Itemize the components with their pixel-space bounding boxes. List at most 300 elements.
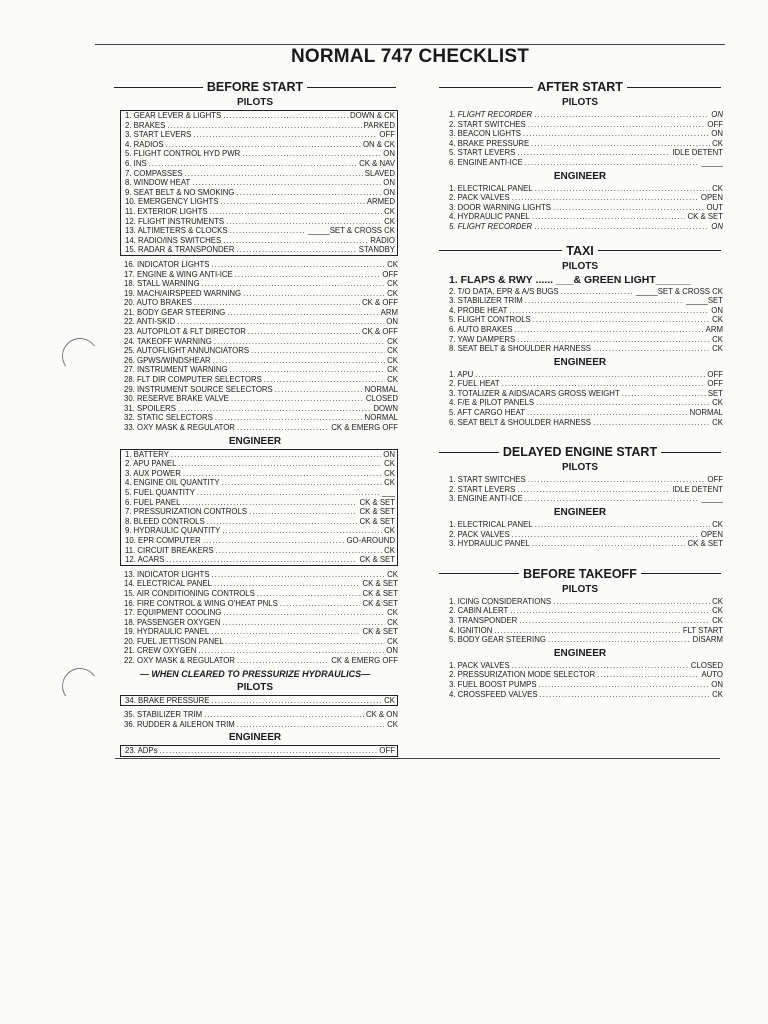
leader-dots (212, 260, 386, 270)
before-start-pilots-label: PILOTS (236, 97, 274, 108)
checklist-item (449, 344, 723, 354)
item-label: 1. ELECTRICAL PANEL (449, 520, 533, 530)
checklist-item (125, 450, 395, 460)
checklist-item (124, 710, 398, 720)
checklist-item (124, 599, 398, 609)
item-value: GO-AROUND (346, 535, 395, 545)
checklist-item (125, 188, 395, 198)
checklist-item (449, 408, 723, 418)
item-label: 2. START LEVERS (449, 484, 516, 494)
item-value: CK (387, 569, 398, 579)
checklist-item (449, 129, 723, 139)
checklist-item (125, 226, 395, 236)
checklist-item (125, 555, 395, 565)
item-value: CK (712, 138, 723, 148)
leader-dots (212, 570, 386, 580)
leader-dots (223, 608, 385, 618)
hydraulics-note: — WHEN CLEARED TO PRESSURIZE HYDRAULICS— (139, 668, 371, 679)
top-rule (95, 44, 725, 45)
before-start-heading: BEFORE START (110, 80, 400, 94)
checklist-item (449, 661, 723, 671)
item-value: CK (712, 417, 723, 427)
item-label: 28. FLT DIR COMPUTER SELECTORS (124, 375, 262, 385)
taxi-engineer-label: ENGINEER (553, 356, 607, 368)
item-label: 22. ANTI-SKID (124, 317, 176, 327)
item-label: 5. AFT CARGO HEAT (449, 408, 525, 418)
checklist-item (124, 375, 398, 385)
checklist-item (449, 212, 723, 222)
checklist-item (125, 217, 395, 227)
leader-dots (531, 139, 710, 149)
item-value: CK (712, 520, 723, 530)
leader-dots (210, 207, 383, 217)
checklist-item (125, 245, 395, 255)
item-label: 15. AIR CONDITIONING CONTROLS (124, 588, 255, 598)
item-label: 4. CROSSFEED VALVES (449, 689, 538, 699)
leader-dots (203, 536, 345, 546)
before-start-engineer-box (120, 449, 398, 566)
item-label: 17. ENGINE & WING ANTI-ICE (124, 269, 233, 279)
leader-dots (527, 408, 688, 418)
delayed-start-heading: DELAYED ENGINE START (435, 445, 725, 459)
item-label: 2. T/O DATA, EPR & A/S BUGS (449, 286, 559, 296)
hydraulics-pilots-list (124, 710, 398, 729)
checklist-item (449, 158, 723, 168)
checklist-item (125, 536, 395, 546)
item-value: CK (712, 344, 723, 354)
item-label: 1. ELECTRICAL PANEL (449, 183, 533, 193)
leader-dots (257, 589, 361, 599)
leader-dots (533, 315, 710, 325)
item-label: 7. YAW DAMPERS (449, 334, 516, 344)
item-label: 26. GPWS/WINDSHEAR (124, 355, 211, 365)
leader-dots (475, 370, 705, 380)
leader-dots (593, 418, 710, 428)
leader-dots (216, 546, 383, 556)
item-value: PARKED (363, 120, 395, 130)
before-start-pilots-box (120, 110, 398, 256)
checklist-item (124, 385, 398, 395)
checklist-item (125, 207, 395, 217)
item-label: 6. INS (125, 158, 147, 168)
item-value: CK (387, 636, 398, 646)
item-label: 1. APU (449, 369, 474, 379)
taxi-pilots-items (449, 287, 723, 354)
checklist-item (125, 130, 395, 140)
checklist-item (124, 365, 398, 375)
leader-dots (275, 385, 363, 395)
item-label: 13. INDICATOR LIGHTS (124, 569, 210, 579)
delayed-start-pilots-label: PILOTS (561, 462, 599, 474)
item-label: 36. RUDDER & AILERON TRIM (124, 719, 235, 729)
leader-dots (227, 308, 378, 318)
item-value: DOWN (373, 403, 398, 413)
item-label: 5. START LEVERS (449, 148, 516, 158)
checklist-item (124, 423, 398, 433)
item-value: DOWN & CK (349, 111, 395, 120)
checklist-item (449, 418, 723, 428)
checklist-item (449, 306, 723, 316)
leader-dots (213, 356, 386, 366)
checklist-item (125, 159, 395, 169)
before-takeoff-pilots-list (449, 597, 723, 645)
leader-dots (215, 413, 363, 423)
leader-dots (515, 325, 704, 335)
checklist-item (125, 236, 395, 246)
checklist-item (449, 139, 723, 149)
checklist-item (124, 327, 398, 337)
leader-dots (512, 530, 699, 540)
item-value: IDLE DETENT (672, 148, 723, 158)
leader-dots (243, 289, 385, 299)
leader-dots (223, 111, 348, 121)
checklist-item (125, 140, 395, 150)
item-label: 4. BRAKE PRESSURE (449, 138, 530, 148)
before-takeoff-engineer-label: ENGINEER (553, 647, 607, 659)
delayed-start-engineer-list (449, 520, 723, 549)
leader-dots (171, 450, 381, 460)
leader-dots (214, 337, 385, 347)
checklist-item (449, 296, 723, 306)
item-value: ARMED (366, 197, 395, 207)
item-value: CK (387, 259, 398, 269)
checklist-item (449, 606, 723, 616)
leader-dots (202, 279, 386, 289)
item-label: 3. AUX POWER (125, 468, 181, 478)
item-label: 4. PROBE HEAT (449, 305, 508, 315)
item-label: 32. STATIC SELECTORS (124, 413, 213, 423)
item-label: 13. ALTIMETERS & CLOCKS (125, 226, 228, 236)
checklist-item (449, 370, 723, 380)
leader-dots (222, 526, 382, 536)
item-value: ON (711, 110, 723, 119)
item-value: CK (384, 459, 395, 469)
item-label: 18. PASSENGER OXYGEN (124, 617, 221, 627)
item-value: CK (387, 617, 398, 627)
leader-dots (248, 327, 360, 337)
item-label: 2. PRESSURIZATION MODE SELECTOR (449, 670, 596, 680)
item-label: 21. CREW OXYGEN (124, 646, 197, 656)
checklist-item (124, 270, 398, 280)
item-label: 10. EMERGENCY LIGHTS (125, 197, 219, 207)
item-value: CK (387, 346, 398, 356)
item-value: ON (711, 305, 723, 315)
leader-dots (553, 597, 710, 607)
item-label: 33. OXY MASK & REGULATOR (124, 423, 235, 432)
item-value: CK (712, 334, 723, 344)
item-label: 12. ACARS (125, 555, 165, 565)
item-value: CK (712, 183, 723, 193)
item-value: ARM (705, 324, 723, 334)
leader-dots (193, 130, 377, 140)
item-label: 7. PRESSURIZATION CONTROLS (125, 507, 248, 517)
checklist-item (449, 616, 723, 626)
checklist-page (95, 40, 725, 770)
checklist-item (124, 413, 398, 423)
checklist-item (449, 475, 723, 485)
item-value: CK & OFF (362, 327, 398, 337)
item-value: OFF (707, 475, 723, 485)
leader-dots (222, 478, 383, 488)
item-label: 1. BATTERY (125, 449, 169, 459)
item-value: OPEN (700, 529, 723, 539)
delayed-start-pilots-list (449, 475, 723, 504)
leader-dots (192, 178, 381, 188)
checklist-item (125, 498, 395, 508)
leader-dots (194, 298, 360, 308)
leader-dots (539, 680, 710, 690)
item-label: 29. INSTRUMENT SOURCE SELECTORS (124, 384, 273, 394)
checklist-item (449, 110, 723, 120)
item-value: FLT START (682, 625, 723, 635)
leader-dots (536, 398, 710, 408)
item-value: OFF (707, 369, 723, 379)
checklist-item (125, 121, 395, 131)
item-label: 8. BLEED CONTROLS (125, 516, 205, 526)
checklist-item (124, 404, 398, 414)
taxi-heading: TAXI (435, 244, 725, 258)
item-value: ON (386, 646, 398, 656)
bottom-rule (115, 758, 720, 759)
leader-dots (249, 507, 357, 517)
checklist-item (125, 149, 395, 159)
item-label: 6. AUTO BRAKES (449, 324, 513, 334)
leader-dots (251, 346, 385, 356)
item-label: 7. COMPASSES (125, 168, 183, 178)
item-value: ON (383, 187, 395, 197)
checklist-item (124, 570, 398, 580)
leader-dots (622, 389, 706, 399)
leader-dots (532, 212, 686, 222)
leader-dots (222, 618, 385, 628)
item-label: 19. MACH/AIRSPEED WARNING (124, 288, 242, 298)
item-label: 9. SEAT BELT & NO SMOKING (125, 187, 235, 197)
hydraulics-pilots-label: PILOTS (236, 681, 274, 693)
checklist-item (449, 325, 723, 335)
item-label: 3. STABILIZER TRIM (449, 296, 523, 306)
leader-dots (178, 404, 371, 414)
leader-dots (237, 656, 329, 666)
item-label: 17. EQUIPMENT COOLING (124, 608, 222, 618)
item-value: CK (712, 315, 723, 325)
leader-dots (184, 169, 362, 179)
item-value: CK (712, 398, 723, 408)
item-value: NORMAL (364, 384, 398, 394)
leader-dots (235, 270, 381, 280)
after-start-heading: AFTER START (435, 80, 725, 94)
leader-dots (534, 222, 709, 232)
leader-dots (236, 245, 356, 255)
leader-dots (509, 306, 709, 316)
checklist-item (449, 287, 723, 297)
item-label: 30. RESERVE BRAKE VALVE (124, 394, 229, 404)
item-value: CK & SET (362, 598, 398, 608)
leader-dots (519, 616, 710, 626)
item-label: 5. FLIGHT CONTROL HYD PWR (125, 149, 241, 159)
item-value: OPEN (700, 193, 723, 203)
leader-dots (207, 517, 358, 527)
item-value: CK & EMERG OFF (331, 423, 398, 432)
item-label: 6. ENGINE ANTI-ICE (449, 157, 523, 167)
flaps-rwy-item: 1. FLAPS & RWY ...... ___& GREEN LIGHT______ (449, 273, 691, 286)
item-label: 35. STABILIZER TRIM (124, 710, 203, 720)
checklist-item (449, 680, 723, 690)
item-label: 3. FUEL BOOST PUMPS (449, 679, 537, 689)
checklist-item (125, 526, 395, 536)
checklist-item (449, 690, 723, 700)
checklist-item (449, 494, 723, 504)
item-label: 3. START LEVERS (125, 130, 192, 140)
item-value: STANDBY (358, 245, 395, 255)
item-value: OFF (707, 379, 723, 389)
item-label: 5. BODY GEAR STEERING (449, 635, 546, 645)
item-label: 21. BODY GEAR STEERING (124, 307, 226, 317)
checklist-item (124, 279, 398, 289)
item-value: CK (384, 216, 395, 226)
checklist-item (125, 469, 395, 479)
before-takeoff-heading: BEFORE TAKEOFF (435, 567, 725, 581)
checklist-item (449, 398, 723, 408)
leader-dots (198, 646, 384, 656)
checklist-item (124, 608, 398, 618)
checklist-item (125, 169, 395, 179)
item-value: CK & ON (365, 710, 398, 720)
checklist-item (124, 260, 398, 270)
item-value: _____SET & CROSS CK (636, 286, 723, 296)
item-label: 2. PACK VALVES (449, 529, 510, 539)
leader-dots (183, 469, 382, 479)
item-label: 12. FLIGHT INSTRUMENTS (125, 216, 225, 226)
leader-dots (517, 485, 670, 495)
item-value: CK & SET (687, 539, 723, 549)
item-value: CK (712, 689, 723, 699)
checklist-item (125, 197, 395, 207)
item-label: 3. TRANSPONDER (449, 616, 518, 625)
item-label: 14. RADIO/INS SWITCHES (125, 235, 222, 245)
before-takeoff-engineer-list (449, 661, 723, 699)
leader-dots (226, 637, 386, 647)
item-label: 4. RADIOS (125, 139, 164, 149)
item-label: 4. ENGINE OIL QUANTITY (125, 478, 220, 488)
leader-dots (593, 344, 710, 354)
item-label: 23. AUTOPILOT & FLT DIRECTOR (124, 327, 246, 337)
after-start-pilots-label: PILOTS (561, 97, 599, 108)
item-label: 2. BRAKES (125, 120, 166, 130)
checklist-item (449, 193, 723, 203)
item-label: 4. IGNITION (449, 625, 493, 635)
leader-dots (223, 236, 368, 246)
item-value: CK (387, 279, 398, 289)
item-value: ON (383, 149, 395, 159)
item-label: 20. AUTO BRAKES (124, 298, 192, 308)
checklist-item (124, 289, 398, 299)
leader-dots (237, 423, 329, 433)
checklist-item (124, 618, 398, 628)
leader-dots (523, 129, 709, 139)
item-value: CK & SET (362, 627, 398, 637)
checklist-item (124, 356, 398, 366)
item-label: 24. TAKEOFF WARNING (124, 336, 212, 346)
checklist-item (124, 394, 398, 404)
leader-dots (561, 287, 634, 297)
item-label: 5. FLIGHT RECORDER (449, 221, 533, 231)
checklist-item (449, 379, 723, 389)
leader-dots (236, 188, 381, 198)
item-label: 16. INDICATOR LIGHTS (124, 259, 210, 269)
checklist-item (124, 627, 398, 637)
item-value: CK (387, 375, 398, 385)
leader-dots (231, 394, 364, 404)
item-value: CK (384, 478, 395, 488)
item-label: 25. AUTOFLIGHT ANNUNCIATORS (124, 346, 250, 356)
item-label: 16. FIRE CONTROL & WING O'HEAT PNLS (124, 598, 278, 608)
leader-dots (220, 197, 364, 207)
before-start-engineer-label: ENGINEER (228, 435, 282, 447)
leader-dots (166, 555, 357, 565)
item-value: CK (387, 336, 398, 346)
item-value: OFF (379, 130, 395, 140)
item-value: CK & SET (359, 497, 395, 507)
checklist-item (449, 203, 723, 213)
item-label: 22. OXY MASK & REGULATOR (124, 656, 235, 666)
item-value: CK (712, 596, 723, 606)
checklist-item (449, 148, 723, 158)
leader-dots (149, 159, 358, 169)
after-start-engineer-label: ENGINEER (553, 170, 607, 182)
item-value: CLOSED (690, 660, 723, 670)
item-label: 6. FUEL PANEL (125, 497, 181, 507)
leader-dots (540, 690, 711, 700)
hydraulics-engineer-label: ENGINEER (228, 732, 282, 744)
checklist-item (449, 520, 723, 530)
item-label: 3. DOOR WARNING LIGHTS (449, 202, 551, 212)
page-title: NORMAL 747 CHECKLIST (290, 46, 529, 67)
item-label: 27. INSTRUMENT WARNING (124, 365, 228, 375)
checklist-item (449, 389, 723, 399)
item-label: 20. FUEL JETTISON PANEL (124, 636, 224, 646)
item-value: ARM (380, 307, 398, 317)
checklist-item (124, 298, 398, 308)
leader-dots (532, 539, 686, 549)
checklist-item: 34. BRAKE PRESSURE ..... CK (125, 696, 395, 706)
item-label: 3. TOTALIZER & AIDS/ACARS GROSS WEIGHT (449, 388, 620, 398)
item-value: NORMAL (689, 408, 723, 418)
leader-dots (502, 379, 706, 389)
checklist-item (449, 539, 723, 549)
leader-dots (197, 488, 380, 498)
item-label: 15. RADAR & TRANSPONDER (125, 245, 235, 255)
item-label: 1. GEAR LEVER & LIGHTS (125, 111, 222, 120)
item-value: _____ (701, 494, 723, 504)
item-label: 5. FLIGHT CONTROLS (449, 315, 531, 325)
item-label: 10. EPR COMPUTER (125, 535, 201, 545)
item-value: CK (387, 288, 398, 298)
item-value: NORMAL (364, 413, 398, 423)
leader-dots (512, 193, 699, 203)
item-value: ___ (381, 487, 395, 497)
item-label: 8. WINDOW HEAT (125, 178, 191, 188)
taxi-pilots-label: PILOTS (561, 260, 599, 272)
item-value: CK (387, 719, 398, 729)
leader-dots (494, 626, 681, 636)
checklist-item (124, 317, 398, 327)
leader-dots (597, 670, 699, 680)
item-value: CK (387, 355, 398, 365)
checklist-item (125, 478, 395, 488)
item-value: AUTO (701, 670, 723, 680)
leader-dots (280, 599, 361, 609)
item-value: _____SET & CROSS CK (308, 226, 395, 236)
